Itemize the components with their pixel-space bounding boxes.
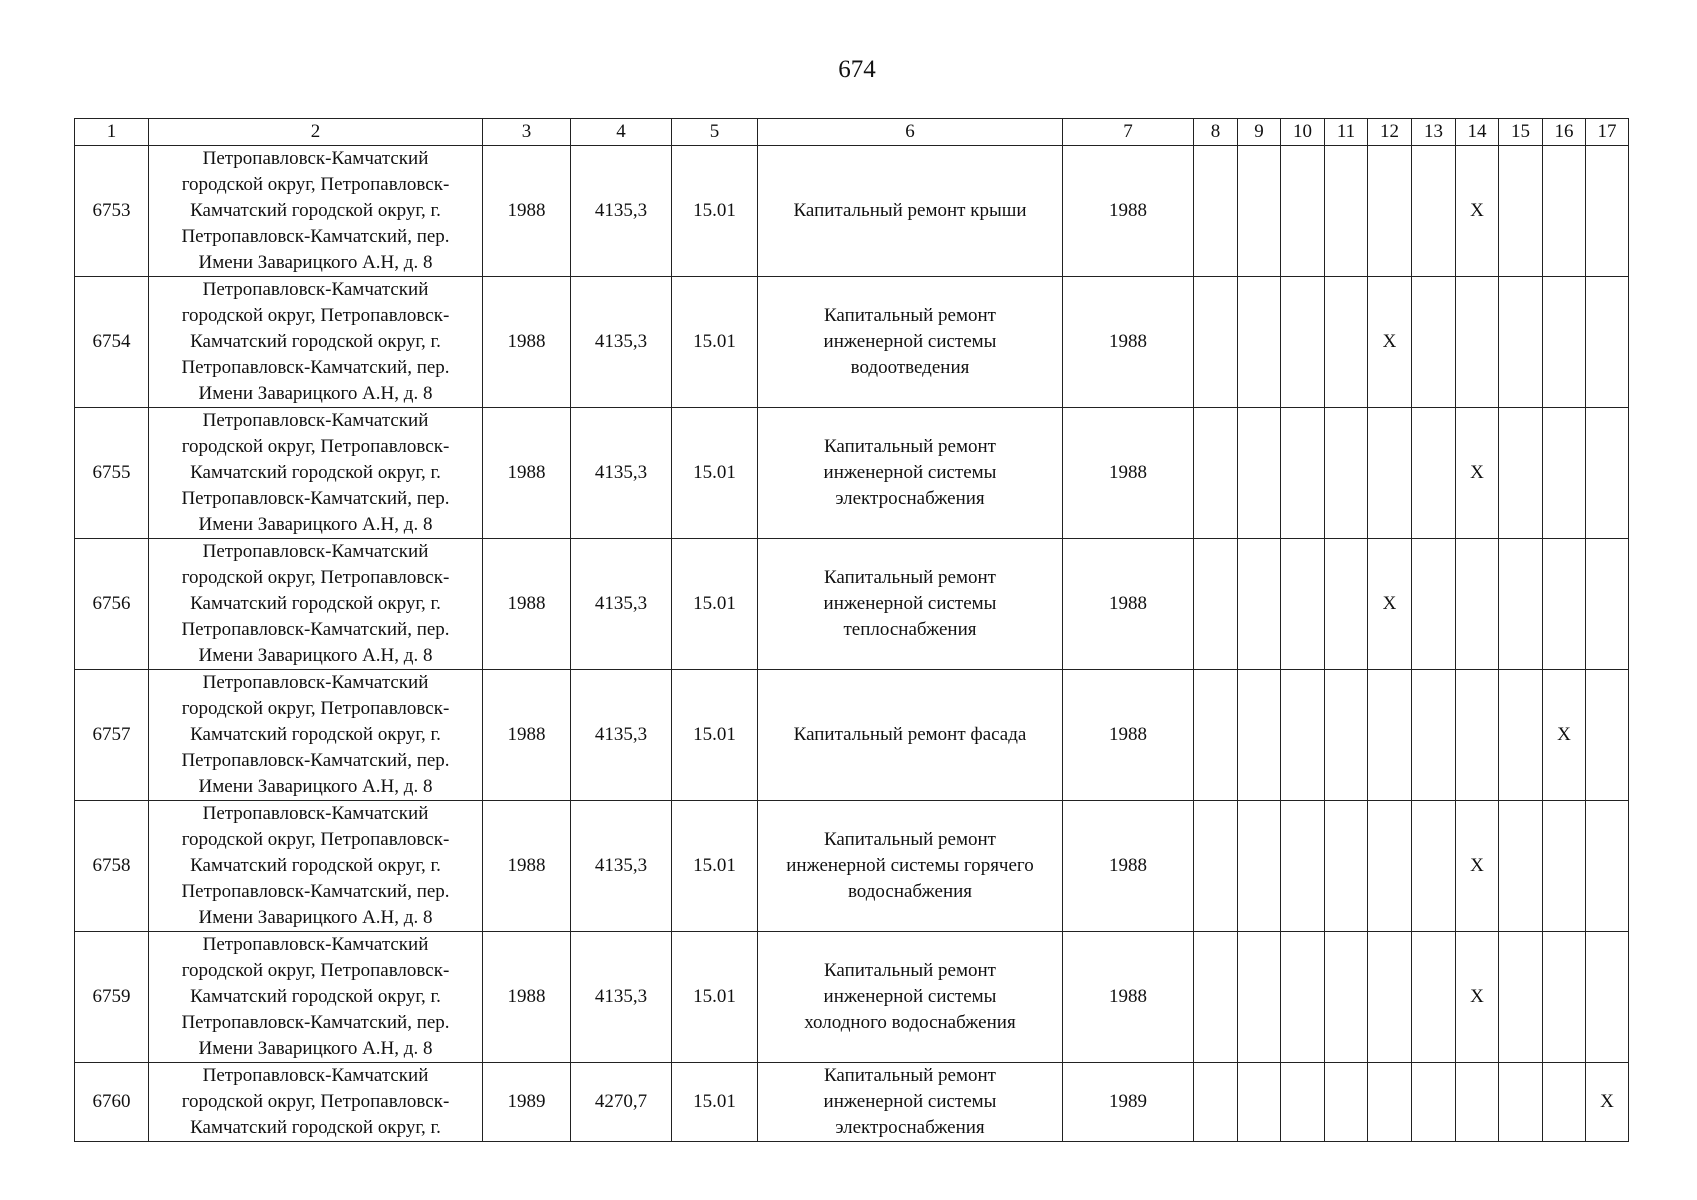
build-year-cell: 1988 [483,932,571,1063]
code-cell: 15.01 [672,932,758,1063]
mark-cell-col-10 [1281,539,1325,670]
work-type-cell [758,539,1063,670]
mark-cell-col-11 [1325,539,1368,670]
mark-cell-col-16 [1543,146,1586,277]
row-number: 6753 [75,146,149,277]
mark-cell-col-8 [1194,801,1238,932]
address-cell-line: Камчатский городской округ, г. [190,855,441,876]
address-cell [149,539,483,670]
column-header-16: 16 [1543,119,1586,146]
mark-cell-col-16 [1543,801,1586,932]
mark-cell-col-13 [1412,277,1456,408]
plan-year-cell: 1988 [1063,408,1194,539]
row-number: 6758 [75,801,149,932]
mark-cell-col-12: X [1368,277,1412,408]
mark-cell-col-12 [1368,801,1412,932]
address-cell-line: Имени Заварицкого А.Н, д. 8 [198,645,433,666]
address-cell-line: городской округ, Петропавловск- [181,305,450,326]
area-cell: 4135,3 [571,932,672,1063]
code-cell: 15.01 [672,146,758,277]
column-header-13: 13 [1412,119,1456,146]
mark-cell-col-13 [1412,539,1456,670]
plan-year-cell: 1989 [1063,1063,1194,1142]
address-cell-line: Петропавловск-Камчатский [202,803,429,824]
row-number: 6756 [75,539,149,670]
address-cell-line: городской округ, Петропавловск- [181,1091,450,1112]
address-cell [149,670,483,801]
mark-cell-col-8 [1194,408,1238,539]
area-cell: 4135,3 [571,670,672,801]
address-cell-line: Камчатский городской округ, г. [190,724,441,745]
mark-cell-col-11 [1325,277,1368,408]
column-header-10: 10 [1281,119,1325,146]
address-cell [149,146,483,277]
area-cell: 4135,3 [571,801,672,932]
code-cell: 15.01 [672,539,758,670]
mark-cell-col-10 [1281,932,1325,1063]
work-type-cell-line: Капитальный ремонт крыши [793,200,1027,221]
plan-year-cell: 1988 [1063,801,1194,932]
column-header-17: 17 [1586,119,1629,146]
address-cell-line: Камчатский городской округ, г. [190,986,441,1007]
mark-cell-col-15 [1499,408,1543,539]
repair-schedule-table [74,118,1629,1142]
work-type-cell-line: Капитальный ремонт фасада [793,724,1027,745]
plan-year-cell: 1988 [1063,932,1194,1063]
mark-cell-col-14 [1456,277,1499,408]
column-header-5: 5 [672,119,758,146]
address-cell-line: городской округ, Петропавловск- [181,960,450,981]
mark-cell-col-15 [1499,801,1543,932]
column-header-9: 9 [1238,119,1281,146]
mark-cell-col-13 [1412,670,1456,801]
work-type-cell-line: инженерной системы [823,1091,997,1112]
table-row [75,1063,1629,1142]
address-cell-line: Петропавловск-Камчатский, пер. [181,1012,450,1033]
work-type-cell-line: электроснабжения [835,488,985,509]
address-cell-line: Камчатский городской округ, г. [190,331,441,352]
mark-cell-col-17 [1586,670,1629,801]
work-type-cell [758,932,1063,1063]
mark-cell-col-14 [1456,1063,1499,1142]
table-row [75,146,1629,277]
mark-cell-col-12 [1368,408,1412,539]
address-cell-line: Петропавловск-Камчатский [202,279,429,300]
mark-cell-col-13 [1412,408,1456,539]
row-number: 6757 [75,670,149,801]
mark-cell-col-9 [1238,932,1281,1063]
address-cell-line: Имени Заварицкого А.Н, д. 8 [198,252,433,273]
mark-cell-col-8 [1194,670,1238,801]
address-cell-line: Петропавловск-Камчатский [202,672,429,693]
build-year-cell: 1988 [483,801,571,932]
mark-cell-col-9 [1238,801,1281,932]
mark-cell-col-17 [1586,408,1629,539]
work-type-cell-line: водоснабжения [847,881,973,902]
mark-cell-col-17 [1586,539,1629,670]
column-header-6: 6 [758,119,1063,146]
table-row [75,670,1629,801]
build-year-cell: 1988 [483,146,571,277]
mark-cell-col-11 [1325,801,1368,932]
table-row [75,408,1629,539]
address-cell-line: Петропавловск-Камчатский [202,148,429,169]
work-type-cell-line: Капитальный ремонт [823,567,996,588]
mark-cell-col-10 [1281,146,1325,277]
work-type-cell [758,277,1063,408]
work-type-cell [758,801,1063,932]
mark-cell-col-14: X [1456,932,1499,1063]
address-cell-line: Петропавловск-Камчатский [202,410,429,431]
address-cell [149,408,483,539]
work-type-cell-line: инженерной системы горячего [786,855,1034,876]
build-year-cell: 1988 [483,408,571,539]
code-cell: 15.01 [672,1063,758,1142]
mark-cell-col-17 [1586,801,1629,932]
mark-cell-col-11 [1325,146,1368,277]
build-year-cell: 1988 [483,277,571,408]
mark-cell-col-10 [1281,670,1325,801]
code-cell: 15.01 [672,408,758,539]
mark-cell-col-9 [1238,277,1281,408]
mark-cell-col-17: X [1586,1063,1629,1142]
column-header-15: 15 [1499,119,1543,146]
column-header-8: 8 [1194,119,1238,146]
mark-cell-col-14: X [1456,801,1499,932]
address-cell [149,801,483,932]
mark-cell-col-11 [1325,932,1368,1063]
table-row [75,801,1629,932]
mark-cell-col-15 [1499,277,1543,408]
plan-year-cell: 1988 [1063,670,1194,801]
mark-cell-col-8 [1194,932,1238,1063]
address-cell-line: городской округ, Петропавловск- [181,174,450,195]
area-cell: 4270,7 [571,1063,672,1142]
column-header-4: 4 [571,119,672,146]
work-type-cell [758,408,1063,539]
address-cell-line: городской округ, Петропавловск- [181,829,450,850]
mark-cell-col-16 [1543,932,1586,1063]
address-cell-line: Петропавловск-Камчатский [202,541,429,562]
mark-cell-col-8 [1194,146,1238,277]
page-number: 674 [838,56,876,83]
mark-cell-col-12 [1368,146,1412,277]
mark-cell-col-13 [1412,801,1456,932]
address-cell-line: Петропавловск-Камчатский [202,1065,429,1086]
mark-cell-col-17 [1586,277,1629,408]
address-cell-line: Имени Заварицкого А.Н, д. 8 [198,514,433,535]
area-cell: 4135,3 [571,539,672,670]
build-year-cell: 1989 [483,1063,571,1142]
work-type-cell [758,1063,1063,1142]
mark-cell-col-15 [1499,670,1543,801]
build-year-cell: 1988 [483,670,571,801]
mark-cell-col-9 [1238,408,1281,539]
address-cell-line: Петропавловск-Камчатский, пер. [181,619,450,640]
column-header-11: 11 [1325,119,1368,146]
mark-cell-col-13 [1412,1063,1456,1142]
mark-cell-col-13 [1412,146,1456,277]
mark-cell-col-14: X [1456,408,1499,539]
address-cell-line: городской округ, Петропавловск- [181,436,450,457]
mark-cell-col-16: X [1543,670,1586,801]
work-type-cell-line: инженерной системы [823,593,997,614]
address-cell-line: Петропавловск-Камчатский, пер. [181,488,450,509]
mark-cell-col-8 [1194,1063,1238,1142]
work-type-cell-line: холодного водоснабжения [804,1012,1016,1033]
column-header-12: 12 [1368,119,1412,146]
mark-cell-col-9 [1238,670,1281,801]
address-cell [149,1063,483,1142]
code-cell: 15.01 [672,801,758,932]
area-cell: 4135,3 [571,408,672,539]
mark-cell-col-12 [1368,932,1412,1063]
mark-cell-col-12 [1368,670,1412,801]
column-header-7: 7 [1063,119,1194,146]
work-type-cell-line: Капитальный ремонт [823,305,996,326]
column-header-14: 14 [1456,119,1499,146]
address-cell-line: Петропавловск-Камчатский, пер. [181,750,450,771]
plan-year-cell: 1988 [1063,146,1194,277]
address-cell-line: Камчатский городской округ, г. [190,462,441,483]
work-type-cell [758,670,1063,801]
mark-cell-col-12 [1368,1063,1412,1142]
mark-cell-col-17 [1586,146,1629,277]
address-cell-line: Петропавловск-Камчатский, пер. [181,357,450,378]
code-cell: 15.01 [672,277,758,408]
row-number: 6759 [75,932,149,1063]
mark-cell-col-11 [1325,408,1368,539]
mark-cell-col-16 [1543,277,1586,408]
work-type-cell-line: теплоснабжения [843,619,977,640]
mark-cell-col-16 [1543,408,1586,539]
work-type-cell-line: электроснабжения [835,1117,985,1138]
work-type-cell-line: инженерной системы [823,331,997,352]
build-year-cell: 1988 [483,539,571,670]
mark-cell-col-16 [1543,539,1586,670]
address-cell-line: Камчатский городской округ, г. [190,200,441,221]
mark-cell-col-15 [1499,1063,1543,1142]
column-header-1: 1 [75,119,149,146]
work-type-cell-line: инженерной системы [823,462,997,483]
mark-cell-col-17 [1586,932,1629,1063]
work-type-cell-line: Капитальный ремонт [823,436,996,457]
mark-cell-col-14 [1456,670,1499,801]
mark-cell-col-14: X [1456,146,1499,277]
mark-cell-col-10 [1281,1063,1325,1142]
column-header-2: 2 [149,119,483,146]
plan-year-cell: 1988 [1063,277,1194,408]
mark-cell-col-12: X [1368,539,1412,670]
address-cell-line: Камчатский городской округ, г. [190,593,441,614]
table-row [75,932,1629,1063]
mark-cell-col-9 [1238,539,1281,670]
mark-cell-col-15 [1499,932,1543,1063]
table-row [75,277,1629,408]
mark-cell-col-13 [1412,932,1456,1063]
address-cell-line: Имени Заварицкого А.Н, д. 8 [198,383,433,404]
work-type-cell-line: Капитальный ремонт [823,829,996,850]
address-cell-line: Имени Заварицкого А.Н, д. 8 [198,776,433,797]
work-type-cell [758,146,1063,277]
column-header-3: 3 [483,119,571,146]
address-cell-line: городской округ, Петропавловск- [181,698,450,719]
mark-cell-col-14 [1456,539,1499,670]
row-number: 6754 [75,277,149,408]
mark-cell-col-16 [1543,1063,1586,1142]
work-type-cell-line: водоотведения [850,357,970,378]
address-cell-line: Камчатский городской округ, г. [190,1117,441,1138]
code-cell: 15.01 [672,670,758,801]
area-cell: 4135,3 [571,277,672,408]
mark-cell-col-9 [1238,146,1281,277]
header-row [75,119,1629,146]
mark-cell-col-11 [1325,1063,1368,1142]
table-row [75,539,1629,670]
address-cell-line: Петропавловск-Камчатский [202,934,429,955]
mark-cell-col-10 [1281,408,1325,539]
mark-cell-col-10 [1281,277,1325,408]
mark-cell-col-15 [1499,539,1543,670]
mark-cell-col-9 [1238,1063,1281,1142]
mark-cell-col-15 [1499,146,1543,277]
address-cell-line: Имени Заварицкого А.Н, д. 8 [198,1038,433,1059]
mark-cell-col-11 [1325,670,1368,801]
mark-cell-col-8 [1194,539,1238,670]
address-cell [149,277,483,408]
address-cell-line: Имени Заварицкого А.Н, д. 8 [198,907,433,928]
address-cell-line: Петропавловск-Камчатский, пер. [181,226,450,247]
work-type-cell-line: Капитальный ремонт [823,960,996,981]
table-body [75,146,1629,1142]
row-number: 6760 [75,1063,149,1142]
mark-cell-col-10 [1281,801,1325,932]
area-cell: 4135,3 [571,146,672,277]
row-number: 6755 [75,408,149,539]
mark-cell-col-8 [1194,277,1238,408]
address-cell-line: городской округ, Петропавловск- [181,567,450,588]
address-cell-line: Петропавловск-Камчатский, пер. [181,881,450,902]
address-cell [149,932,483,1063]
work-type-cell-line: инженерной системы [823,986,997,1007]
plan-year-cell: 1988 [1063,539,1194,670]
work-type-cell-line: Капитальный ремонт [823,1065,996,1086]
